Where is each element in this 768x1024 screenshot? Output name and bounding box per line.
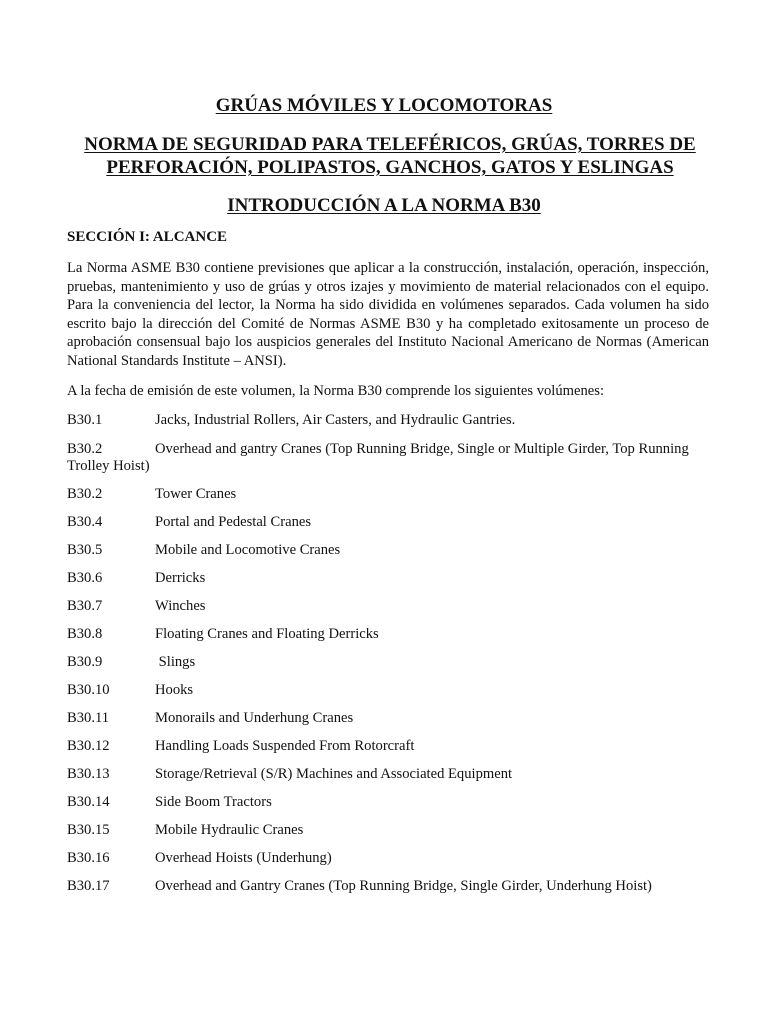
volume-code: B30.2 <box>67 486 103 502</box>
volume-item <box>67 626 717 643</box>
volume-code: B30.4 <box>67 514 103 530</box>
volume-code: B30.2 <box>67 441 103 457</box>
volume-title: Jacks, Industrial Rollers, Air Casters, and Hydraulic Gantries. <box>155 412 516 428</box>
volume-item <box>67 514 717 531</box>
volume-code: B30.12 <box>67 738 110 754</box>
volume-item <box>67 822 717 839</box>
volume-code: B30.5 <box>67 542 103 558</box>
volume-title: Handling Loads Suspended From Rotorcraft <box>155 738 415 754</box>
volume-code: B30.7 <box>67 598 103 614</box>
volume-title: Mobile and Locomotive Cranes <box>155 542 341 558</box>
section-heading: SECCIÓN I: ALCANCE <box>67 229 228 245</box>
volume-title: Portal and Pedestal Cranes <box>155 514 312 530</box>
volume-title: Floating Cranes and Floating Derricks <box>155 626 379 642</box>
scope-paragraph: La Norma ASME B30 contiene previsiones que aplicar a la construcción, instalación, operación, inspección, pruebas, mantenimiento y uso de grúas y otros izajes y movimiento de material relacionados con el equipo. Para la conveniencia del lector, la Norma ha sido dividida en volúmenes separados. Cada volumen ha sido escrito bajo la dirección del Comité de Normas ASME B30 y ha completado exitosamente un proceso de aprobación consensual bajo los auspicios generales del Instituto Nacional Americano de Normas (American National Standards Institute – ANSI). <box>67 260 709 369</box>
volume-item <box>67 738 717 755</box>
volume-item <box>67 878 717 895</box>
volume-title: Tower Cranes <box>155 486 237 502</box>
volume-item <box>67 486 717 503</box>
volume-code: B30.11 <box>67 710 110 726</box>
volume-code: B30.14 <box>67 794 110 810</box>
volume-title: Monorails and Underhung Cranes <box>155 710 354 726</box>
volume-item <box>67 654 717 671</box>
volume-item <box>67 412 717 429</box>
volumes-intro-paragraph: A la fecha de emisión de este volumen, la Norma B30 comprende los siguientes volúmenes: <box>67 383 604 399</box>
introduction-title: INTRODUCCIÓN A LA NORMA B30 <box>227 195 541 216</box>
volume-title: Hooks <box>155 682 194 698</box>
volume-title: Derricks <box>155 570 206 586</box>
volume-code: B30.8 <box>67 626 103 642</box>
volume-title: Mobile Hydraulic Cranes <box>155 822 304 838</box>
volume-title: Storage/Retrieval (S/R) Machines and Associated Equipment <box>155 766 513 782</box>
volume-code: B30.16 <box>67 850 110 866</box>
volume-title: Overhead Hoists (Underhung) <box>155 850 332 866</box>
volume-code: B30.13 <box>67 766 110 782</box>
volume-code: B30.1 <box>67 412 103 428</box>
volume-item <box>67 682 717 699</box>
volume-code: B30.15 <box>67 822 110 838</box>
volume-title: Side Boom Tractors <box>155 794 272 810</box>
volume-item <box>67 710 717 727</box>
volume-title: Overhead and Gantry Cranes (Top Running Bridge, Single Girder, Underhung Hoist) <box>155 878 652 894</box>
volume-item <box>67 542 717 559</box>
volume-code: B30.10 <box>67 682 110 698</box>
volume-item <box>67 570 717 587</box>
volume-code: B30.6 <box>67 570 103 586</box>
standard-title: NORMA DE SEGURIDAD PARA TELEFÉRICOS, GRÚAS, TORRES DE PERFORACIÓN, POLIPASTOS, GANCHOS, GATOS Y ESLINGAS <box>84 134 696 178</box>
document-title: GRÚAS MÓVILES Y LOCOMOTORAS <box>215 95 553 116</box>
volume-code: B30.17 <box>67 878 110 894</box>
volume-item <box>67 766 717 783</box>
volume-title: Slings <box>155 654 196 670</box>
volume-item <box>67 598 717 615</box>
volume-item <box>67 441 717 475</box>
volume-item <box>67 794 717 811</box>
volume-code: B30.9 <box>67 654 103 670</box>
volume-item <box>67 850 717 867</box>
volume-title: Winches <box>155 598 206 614</box>
volume-title: Overhead and gantry Cranes (Top Running Bridge, Single or Multiple Girder, Top Running Trolley Hoist) <box>67 441 689 474</box>
